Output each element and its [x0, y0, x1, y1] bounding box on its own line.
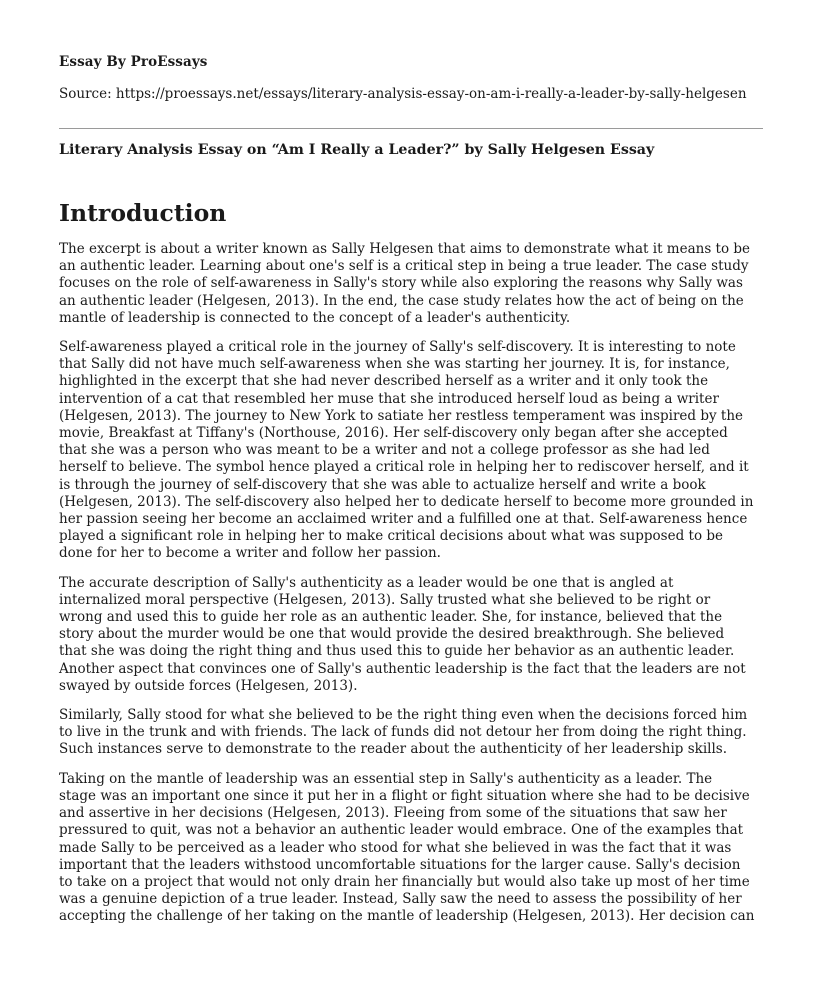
- text-line: was a genuine depiction of a true leader. Instead, Sally saw the need to assess the possibility of her: [59, 891, 742, 908]
- document-title: Literary Analysis Essay on “Am I Really a Leader?” by Sally Helgesen Essay: [59, 142, 655, 158]
- text-line: pressured to quit, was not a behavior an authentic leader would embrace. One of the examples that: [59, 822, 744, 839]
- text-line: an authentic leader. Learning about one's self is a critical step in being a true leader. The case study: [59, 258, 749, 275]
- text-line: accepting the challenge of her taking on the mantle of leadership (Helgesen, 2013). Her decision can: [59, 908, 755, 925]
- text-line: herself to believe. The symbol hence played a critical role in helping her to rediscover herself, and it: [59, 459, 749, 476]
- text-line: to live in the trunk and with friends. The lack of funds did not detour her from doing the right thing.: [59, 724, 747, 741]
- text-line: (Helgesen, 2013). The self-discovery also helped her to dedicate herself to become more grounded in: [59, 493, 754, 510]
- text-line: important that the leaders withstood uncomfortable situations for the larger cause. Sally's decision: [59, 856, 741, 873]
- paragraph: [59, 241, 765, 327]
- source-url: Source: https://proessays.net/essays/literary-analysis-essay-on-am-i-really-a-leader-by-sally-helgesen: [59, 86, 747, 102]
- text-line: made Sally to be perceived as a leader who stood for what she believed in was the fact that it was: [59, 839, 732, 856]
- paragraph: [59, 707, 765, 759]
- text-line: Taking on the mantle of leadership was an essential step in Sally's authenticity as a leader. The: [59, 770, 713, 787]
- text-line: Similarly, Sally stood for what she believed to be the right thing even when the decisions forced him: [59, 707, 748, 724]
- text-line: played a significant role in helping her to make critical decisions about what was supposed to be: [59, 528, 723, 545]
- text-line: her passion seeing her become an acclaimed writer and a fulfilled one at that. Self-awareness hence: [59, 511, 748, 528]
- essay-body: [59, 241, 765, 938]
- text-line: that she was a person who was meant to be a writer and not a college professor as she had led: [59, 442, 710, 459]
- text-line: swayed by outside forces (Helgesen, 2013).: [59, 677, 358, 694]
- text-line: internalized moral perspective (Helgesen, 2013). Sally trusted what she believed to be right or: [59, 591, 711, 608]
- text-line: Self-awareness played a critical role in the journey of Sally's self-discovery. It is interesting to note: [59, 339, 736, 356]
- text-line: intervention of a cat that resembled her muse that she introduced herself loud as being a writer: [59, 390, 719, 407]
- text-line: and assertive in her decisions (Helgesen, 2013). Fleeing from some of the situations that saw her: [59, 805, 727, 822]
- text-line: (Helgesen, 2013). The journey to New York to satiate her restless temperament was inspired by the: [59, 407, 744, 424]
- text-line: focuses on the role of self-awareness in Sally's story while also exploring the reasons why Sally was: [59, 275, 743, 292]
- text-line: that Sally did not have much self-awareness when she was starting her journey. It is, for instance,: [59, 356, 730, 373]
- text-line: The accurate description of Sally's authenticity as a leader would be one that is angled at: [59, 574, 674, 591]
- text-line: story about the murder would be one that would provide the desired breakthrough. She believed: [59, 626, 725, 643]
- paragraph: [59, 339, 765, 563]
- text-line: an authentic leader (Helgesen, 2013). In the end, the case study relates how the act of being on the: [59, 292, 744, 309]
- header-divider: [59, 128, 763, 129]
- section-heading: Introduction: [59, 199, 227, 227]
- paragraph: [59, 771, 765, 926]
- text-line: that she was doing the right thing and thus used this to guide her behavior as an authentic leader.: [59, 643, 735, 660]
- text-line: Such instances serve to demonstrate to the reader about the authenticity of her leadership skills.: [59, 741, 727, 758]
- text-line: highlighted in the excerpt that she had never described herself as a writer and it only took the: [59, 373, 709, 390]
- paragraph: [59, 575, 765, 695]
- text-line: wrong and used this to guide her role as an authentic leader. She, for instance, believed that the: [59, 609, 723, 626]
- text-line: to take on a project that would not only drain her financially but would also take up most of her time: [59, 873, 750, 890]
- text-line: mantle of leadership is connected to the concept of a leader's authenticity.: [59, 309, 571, 326]
- text-line: is through the journey of self-discovery that she was able to actualize herself and write a book: [59, 476, 706, 493]
- text-line: done for her to become a writer and follow her passion.: [59, 545, 441, 562]
- text-line: The excerpt is about a writer known as Sally Helgesen that aims to demonstrate what it means to be: [59, 241, 751, 257]
- text-line: movie, Breakfast at Tiffany's (Northouse, 2016). Her self-discovery only began after she accepted: [59, 425, 728, 442]
- text-line: Another aspect that convinces one of Sally's authentic leadership is the fact that the leaders are not: [59, 660, 746, 677]
- brand-label: Essay By ProEssays: [59, 54, 208, 70]
- text-line: stage was an important one since it put her in a flight or fight situation where she had to be decisive: [59, 787, 750, 804]
